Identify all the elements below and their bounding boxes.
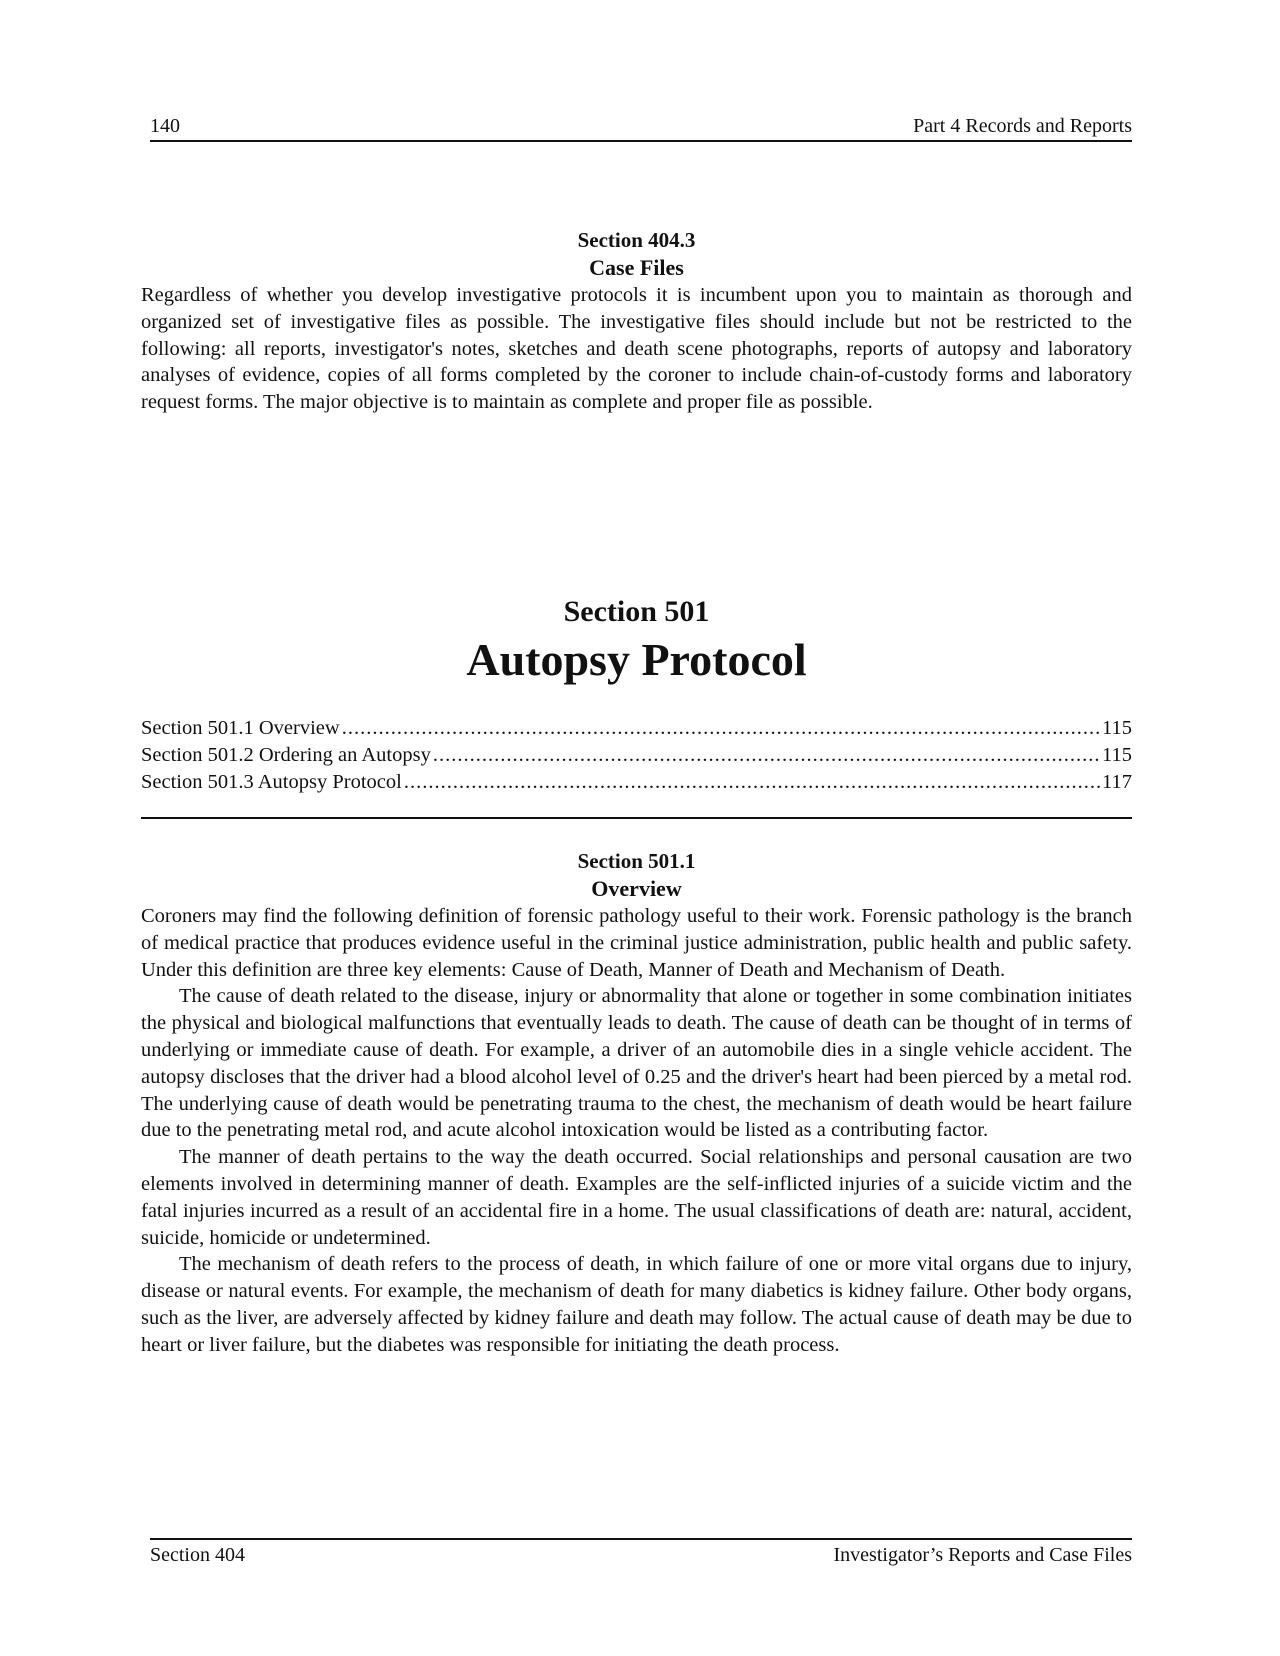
running-header	[150, 108, 1132, 142]
part-title: Part 4 Records and Reports	[913, 115, 1132, 137]
section-404-3	[141, 226, 1132, 416]
toc-entry-page: 115	[1102, 743, 1132, 766]
toc-entry[interactable]	[141, 715, 1132, 742]
section-number: Section 404.3	[577, 228, 696, 252]
section-paragraph: The mechanism of death refers to the process of death, in which failure of one or more vital organs due to injury, disease or natural events. For example, the mechanism of death for many diabetics is kidney failure. Other body organs, such as the liver, are adversely affected by kidney failure and death may follow. The actual cause of death may be due to heart or liver failure, but the diabetes was responsible for initiating the death process.	[141, 1253, 1132, 1356]
toc-leader-dots	[433, 742, 1100, 769]
table-of-contents	[141, 715, 1132, 795]
section-paragraph: The manner of death pertains to the way the death occurred. Social relationships and personal causation are two elements involved in determining manner of death. Examples are the self-inflicted injuries of a suicide victim and the fatal injuries incurred as a result of an accidental fire in a home. The usual classifications of death are: natural, accident, suicide, homicide or undetermined.	[141, 1146, 1132, 1249]
section-501-1	[141, 847, 1132, 1359]
toc-entry-page: 117	[1102, 770, 1132, 793]
page-number: 140	[150, 115, 180, 137]
section-title: Case Files	[589, 255, 684, 280]
section-title: Overview	[591, 876, 682, 901]
toc-leader-dots	[342, 715, 1100, 742]
section-paragraph: Coroners may find the following definition of forensic pathology useful to their work. Forensic pathology is the branch of medical practice that produces evidence useful in the criminal justice administration, public health and public safety. Under this definition are three key elements: Cause of Death, Manner of Death and Mechanism of Death.	[141, 905, 1132, 981]
section-paragraph: Regardless of whether you develop investigative protocols it is incumbent upon you to maintain as thorough and organized set of investigative files as possible. The investigative files should include but not be restricted to the following: all reports, investigator's notes, sketches and death scene photographs, reports of autopsy and laboratory analyses of evidence, copies of all forms completed by the coroner to include chain-of-custody forms and laboratory request forms. The major objective is to maintain as complete and proper file as possible.	[141, 284, 1132, 414]
section-paragraph: The cause of death related to the disease, injury or abnormality that alone or together in some combination initiates the physical and biological malfunctions that eventually leads to death. The cause of death can be thought of in terms of underlying or immediate cause of death. For example, a driver of an automobile dies in a single vehicle accident. The autopsy discloses that the driver had a blood alcohol level of 0.25 and the driver's heart had been pierced by a metal rod. The underlying cause of death would be penetrating trauma to the chest, the mechanism of death would be heart failure due to the penetrating metal rod, and acute alcohol intoxication would be listed as a contributing factor.	[141, 985, 1132, 1142]
toc-entry[interactable]	[141, 742, 1132, 769]
chapter-title: Autopsy Protocol	[466, 634, 807, 685]
section-divider	[141, 817, 1132, 819]
footer-section: Section 404	[150, 1544, 245, 1566]
toc-entry-label: Section 501.1 Overview	[141, 717, 340, 739]
running-footer	[150, 1538, 1132, 1567]
toc-leader-dots	[404, 769, 1100, 796]
toc-entry-page: 115	[1102, 717, 1132, 739]
chapter-number: Section 501	[563, 595, 710, 628]
section-501	[141, 592, 1132, 688]
toc-entry[interactable]	[141, 769, 1132, 796]
toc-entry-label: Section 501.2 Ordering an Autopsy	[141, 743, 431, 766]
footer-chapter-title: Investigator’s Reports and Case Files	[833, 1544, 1132, 1566]
section-number: Section 501.1	[577, 849, 696, 873]
toc-entry-label: Section 501.3 Autopsy Protocol	[141, 770, 402, 793]
